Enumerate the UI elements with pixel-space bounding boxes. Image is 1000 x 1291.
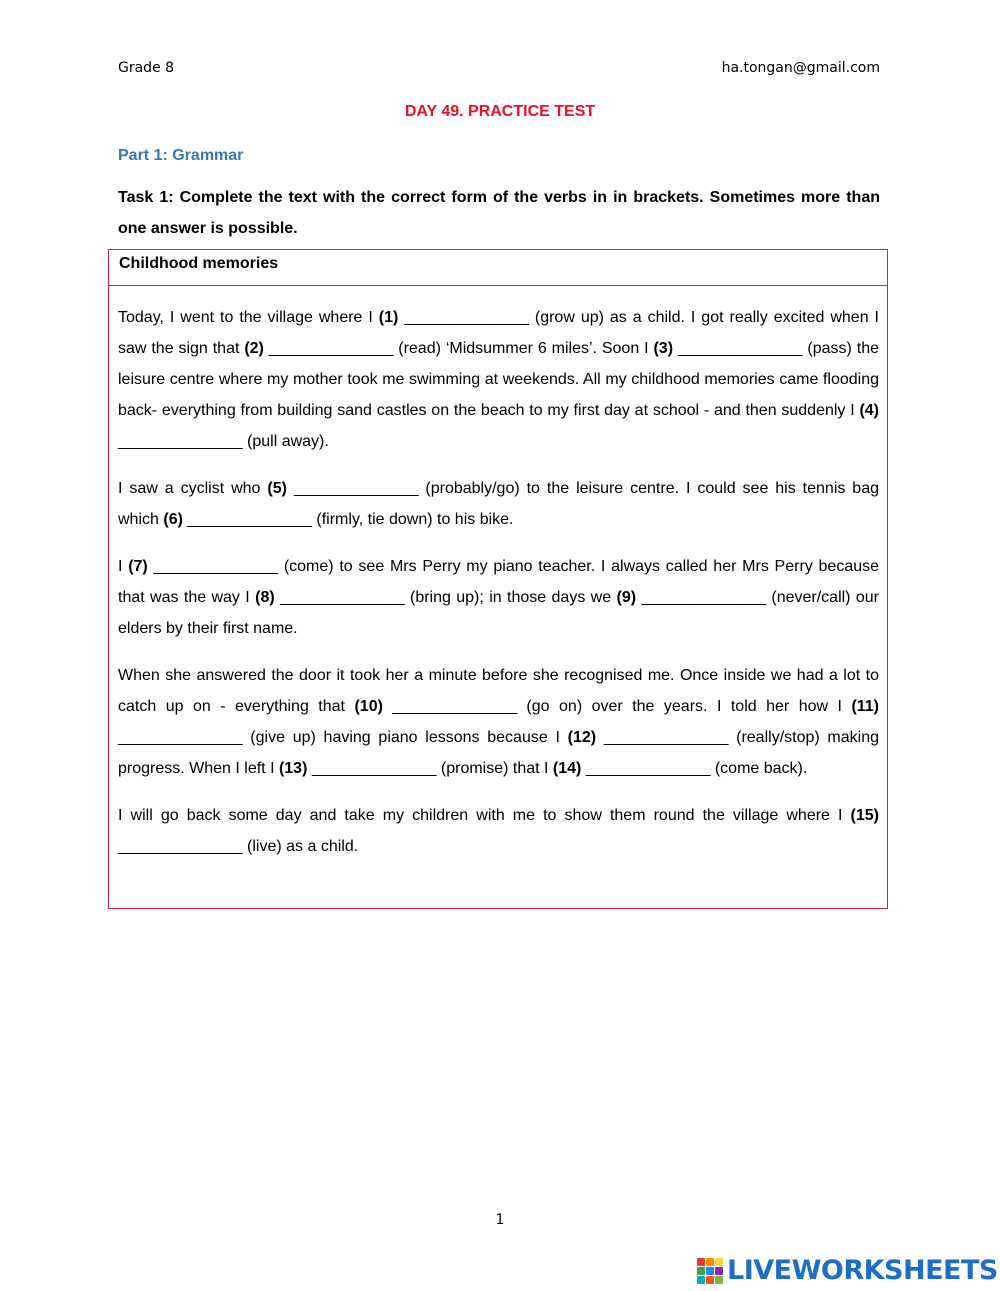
blank-number: (10) (354, 698, 383, 715)
answer-blank[interactable]: ______________ (392, 698, 517, 715)
answer-blank[interactable]: ______________ (585, 760, 711, 777)
answer-blank[interactable]: ______________ (677, 340, 803, 357)
text-segment: (pass) the leisure centre where my mother took me swimming at weekends. All my childhood memories came flooding back- everything from building sand castles on the beach to my first day at school - and then suddenly I (118, 340, 879, 419)
liveworksheets-logo (697, 1255, 998, 1286)
box-title: Childhood memories (109, 250, 887, 286)
answer-blank[interactable]: ______________ (153, 558, 279, 575)
text-segment: I (118, 558, 129, 575)
answer-blank[interactable]: ______________ (280, 589, 405, 606)
text-segment: I will go back some day and take my children with me to show them round the village where I (118, 807, 851, 824)
text-segment: (probably/go) to the leisure centre. I could see his tennis bag which (118, 480, 879, 528)
exercise-text (109, 286, 887, 862)
blank-number: (1) (378, 309, 399, 326)
paragraph (118, 473, 879, 535)
blank-number: (11) (851, 698, 880, 715)
answer-blank[interactable]: ______________ (187, 511, 312, 528)
answer-blank[interactable]: ______________ (293, 480, 419, 497)
logo-square (706, 1276, 714, 1284)
blank-number: (9) (616, 589, 637, 606)
blank-number: (5) (267, 480, 287, 497)
text-segment: (go on) over the years. I told her how I (516, 698, 852, 715)
paragraph (118, 800, 879, 862)
logo-square (697, 1276, 705, 1284)
blank-number: (3) (653, 340, 674, 357)
blank-number: (13) (278, 760, 308, 777)
text-segment: (grow up) as a child. I got really excited when I saw the sign that (118, 309, 879, 357)
part-heading: Part 1: Grammar (118, 147, 244, 164)
blank-number: (4) (859, 402, 879, 419)
answer-blank[interactable]: ______________ (118, 838, 243, 855)
text-segment: When she answered the door it took her a minute before she recognised me. Once inside we had a lot to catch up on - everything that (118, 667, 879, 715)
exercise-box (108, 249, 888, 909)
page-number: 1 (495, 1212, 505, 1228)
blank-number: (14) (552, 760, 582, 777)
answer-blank[interactable]: ______________ (311, 760, 437, 777)
paragraph (118, 551, 879, 644)
text-segment: (live) as a child. (242, 838, 359, 855)
logo-square (715, 1267, 723, 1275)
text-segment: (bring up); in those days we (404, 589, 617, 606)
blank-number: (12) (567, 729, 597, 746)
paragraph (118, 302, 879, 457)
text-segment: Today, I went to the village where I (118, 309, 379, 326)
task-instruction: Task 1: Complete the text with the correct form of the verbs in in brackets. Sometimes more than one answer is possible. (118, 189, 880, 237)
blank-number: (8) (255, 589, 275, 606)
logo-square (715, 1258, 723, 1266)
answer-blank[interactable]: ______________ (118, 433, 243, 450)
text-segment: (pull away). (242, 433, 329, 450)
logo-icon (697, 1258, 723, 1284)
logo-square (697, 1267, 705, 1275)
author-email: ha.tongan@gmail.com (721, 60, 880, 76)
logo-text: LIVEWORKSHEETS (727, 1255, 998, 1286)
logo-square (715, 1276, 723, 1284)
text-segment: (come back). (710, 760, 808, 777)
text-segment: (give up) having piano lessons because I (242, 729, 568, 746)
text-segment: (never/call) our elders by their first name. (118, 589, 880, 637)
answer-blank[interactable]: ______________ (118, 729, 243, 746)
answer-blank[interactable]: ______________ (404, 309, 529, 326)
answer-blank[interactable]: ______________ (268, 340, 394, 357)
text-segment: I saw a cyclist who (118, 480, 268, 497)
blank-number: (7) (128, 558, 148, 575)
text-segment: (really/stop) making progress. When I left I (118, 729, 880, 777)
page-title: DAY 49. PRACTICE TEST (404, 103, 596, 120)
logo-square (706, 1258, 714, 1266)
answer-blank[interactable]: ______________ (603, 729, 729, 746)
grade-label: Grade 8 (118, 60, 175, 76)
blank-number: (6) (163, 511, 183, 528)
blank-number: (2) (244, 340, 264, 357)
logo-square (706, 1267, 714, 1275)
text-segment: (come) to see Mrs Perry my piano teacher. I always called her Mrs Perry because that was the way I (118, 558, 880, 606)
logo-square (697, 1258, 705, 1266)
blank-number: (15) (850, 807, 879, 824)
paragraph (118, 660, 879, 784)
text-segment: (promise) that I (436, 760, 553, 777)
answer-blank[interactable]: ______________ (641, 589, 767, 606)
text-segment: (firmly, tie down) to his bike. (311, 511, 514, 528)
text-segment: (read) ‘Midsummer 6 miles’. Soon I (393, 340, 654, 357)
